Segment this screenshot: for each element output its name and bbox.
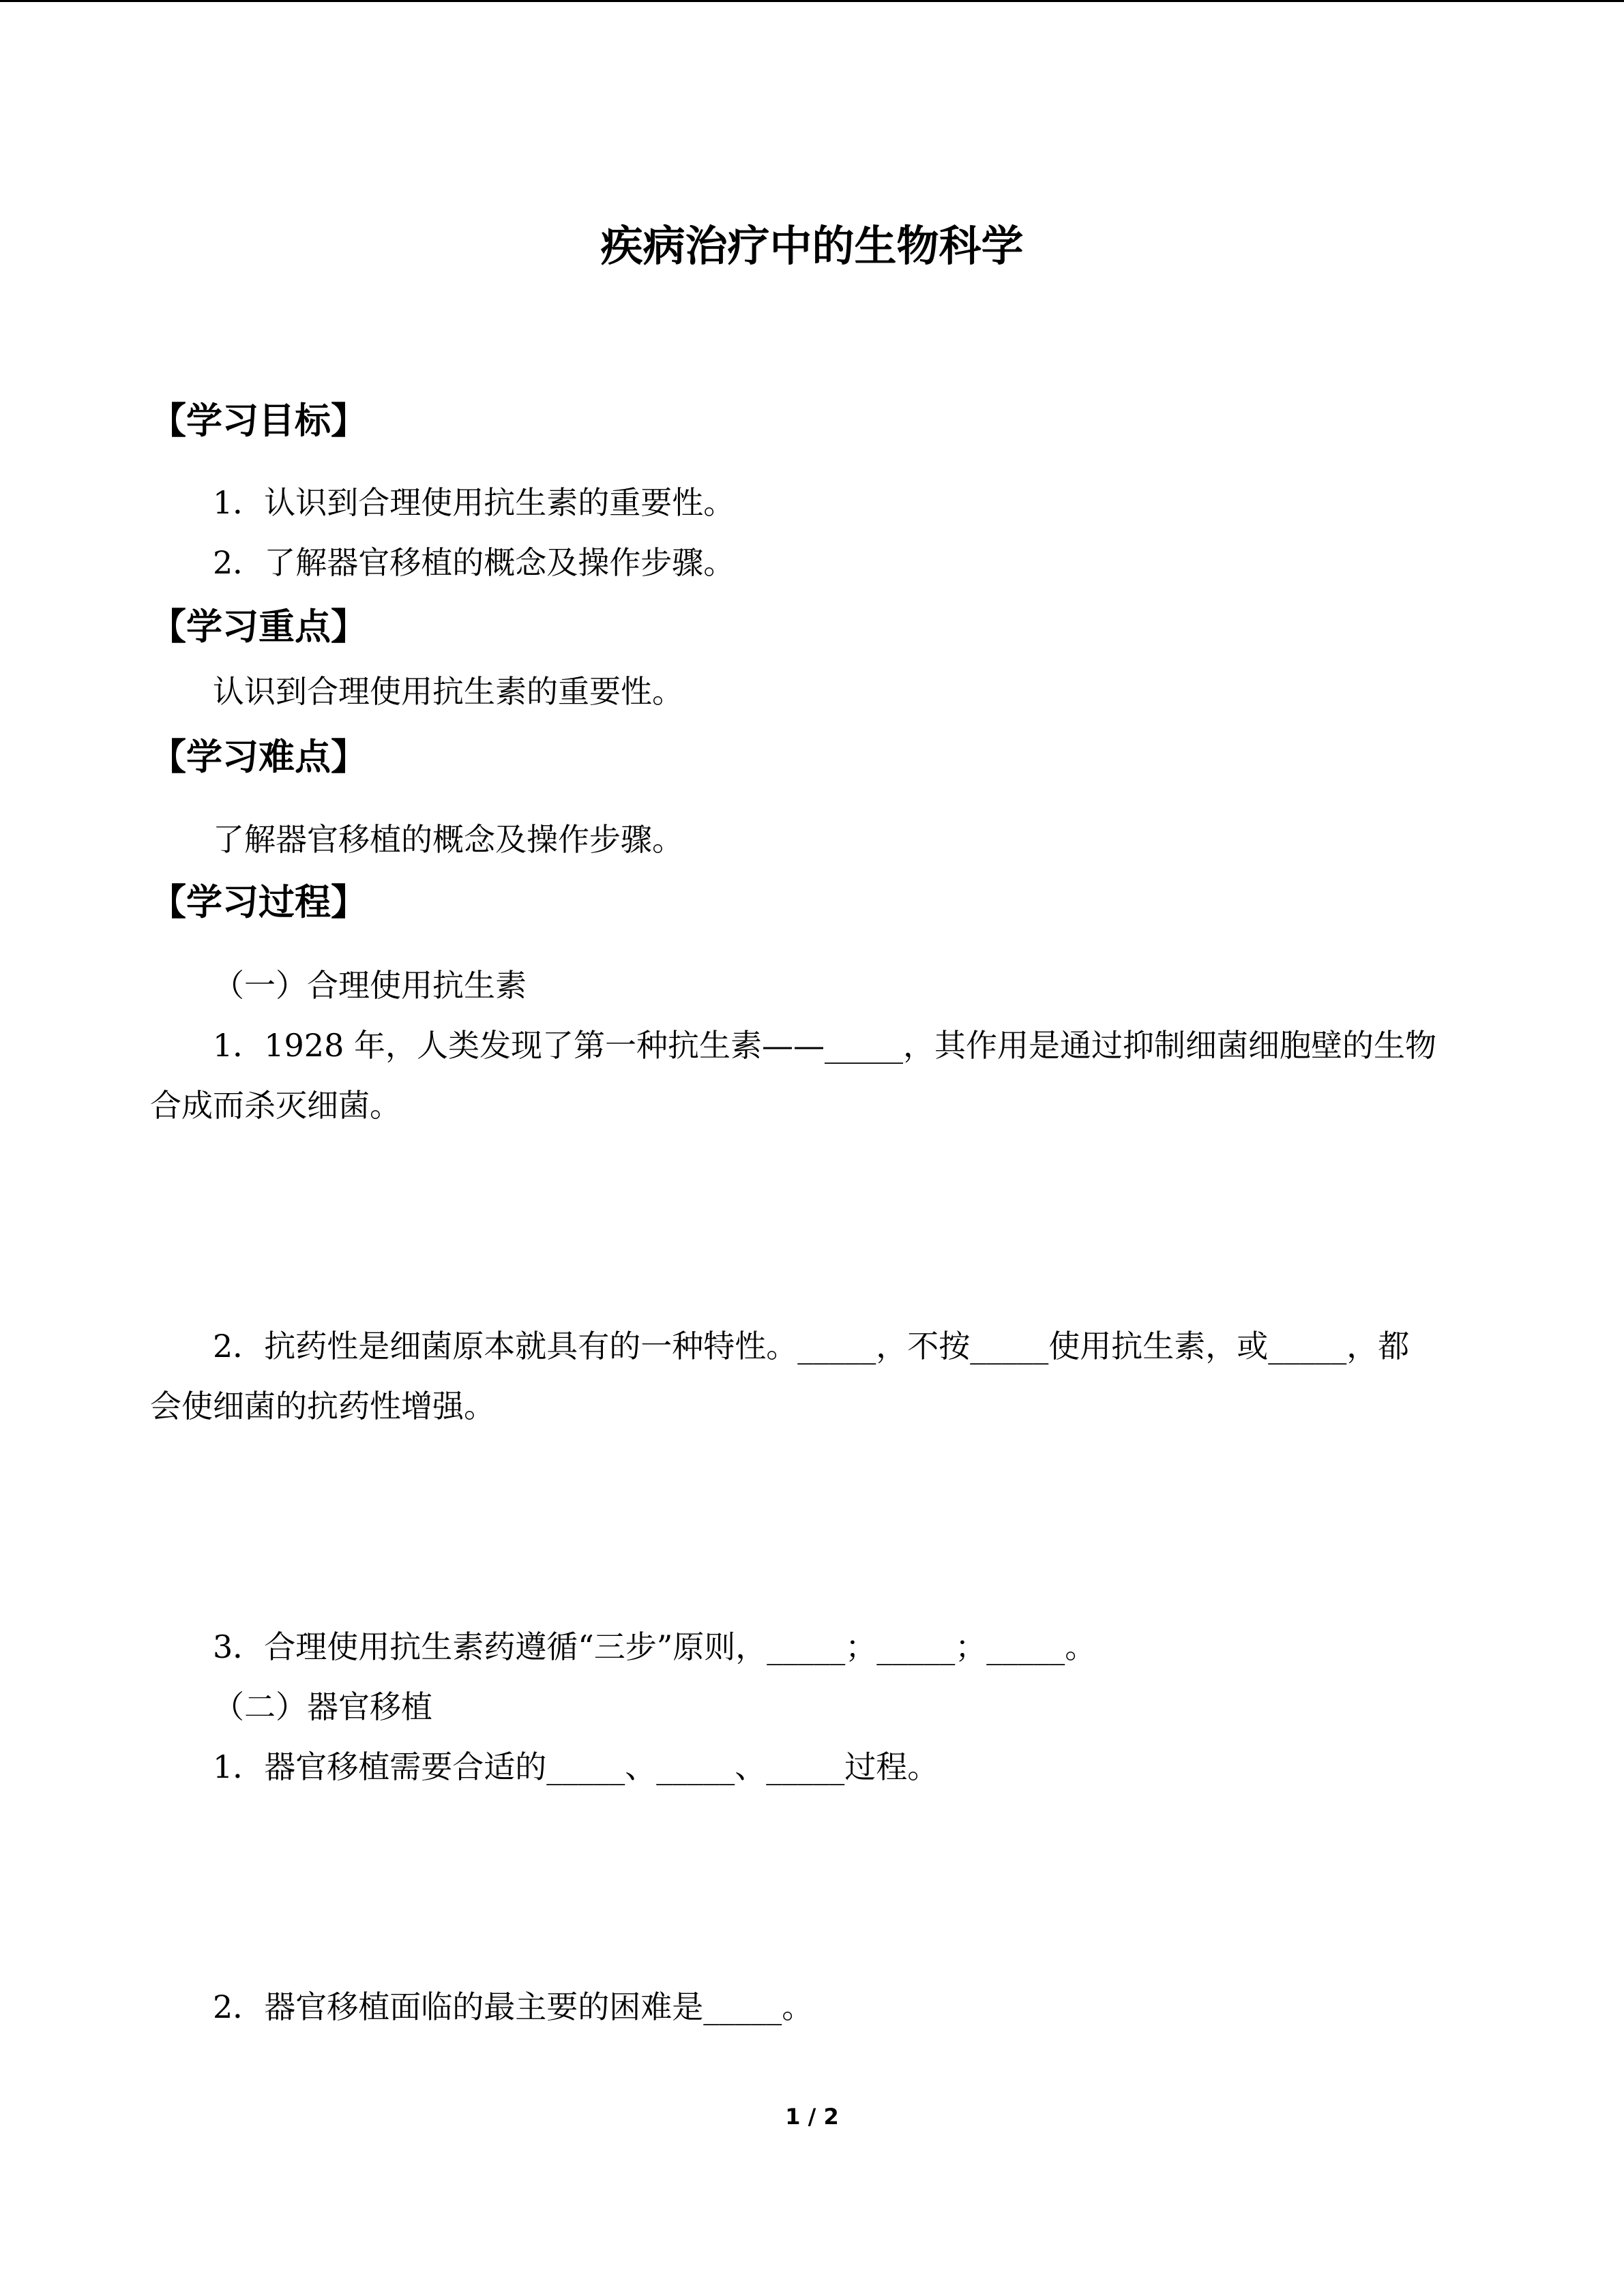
key-points-text: 认识到合理使用抗生素的重要性。 (213, 673, 683, 710)
objective-item-2: 2．了解器官移植的概念及操作步骤。 (213, 544, 735, 581)
part1-q2-line1: 2．抗药性是细菌原本就具有的一种特性。_____，不按_____使用抗生素，或_____，都 (213, 1328, 1410, 1365)
part2-title: （二）器官移植 (213, 1688, 432, 1725)
part1-title: （一）合理使用抗生素 (213, 967, 527, 1004)
objective-item-1: 1．认识到合理使用抗生素的重要性。 (213, 484, 735, 521)
part2-q1: 1．器官移植需要合适的_____、_____、_____过程。 (213, 1748, 939, 1785)
part2-q2: 2．器官移植面临的最主要的困难是_____。 (213, 1988, 814, 2025)
part1-q1-line2: 合成而杀灭细菌。 (150, 1087, 401, 1124)
part1-q2-line2: 会使细菌的抗药性增强。 (150, 1388, 495, 1425)
difficulties-text: 了解器官移植的概念及操作步骤。 (213, 821, 683, 858)
difficulties-heading: 【学习难点】 (150, 736, 367, 778)
objectives-heading: 【学习目标】 (150, 400, 367, 442)
part1-q1-line1: 1．1928 年，人类发现了第一种抗生素——_____，其作用是通过抑制细菌细胞壁的生物 (213, 1027, 1436, 1064)
process-heading: 【学习过程】 (150, 881, 367, 923)
document-title: 疾病治疗中的生物科学 (600, 221, 1024, 271)
key-points-heading: 【学习重点】 (150, 606, 367, 648)
part1-q3: 3．合理使用抗生素药遵循“三步”原则，_____；_____；_____。 (213, 1628, 1097, 1665)
page-number: 1 / 2 (785, 2104, 839, 2130)
